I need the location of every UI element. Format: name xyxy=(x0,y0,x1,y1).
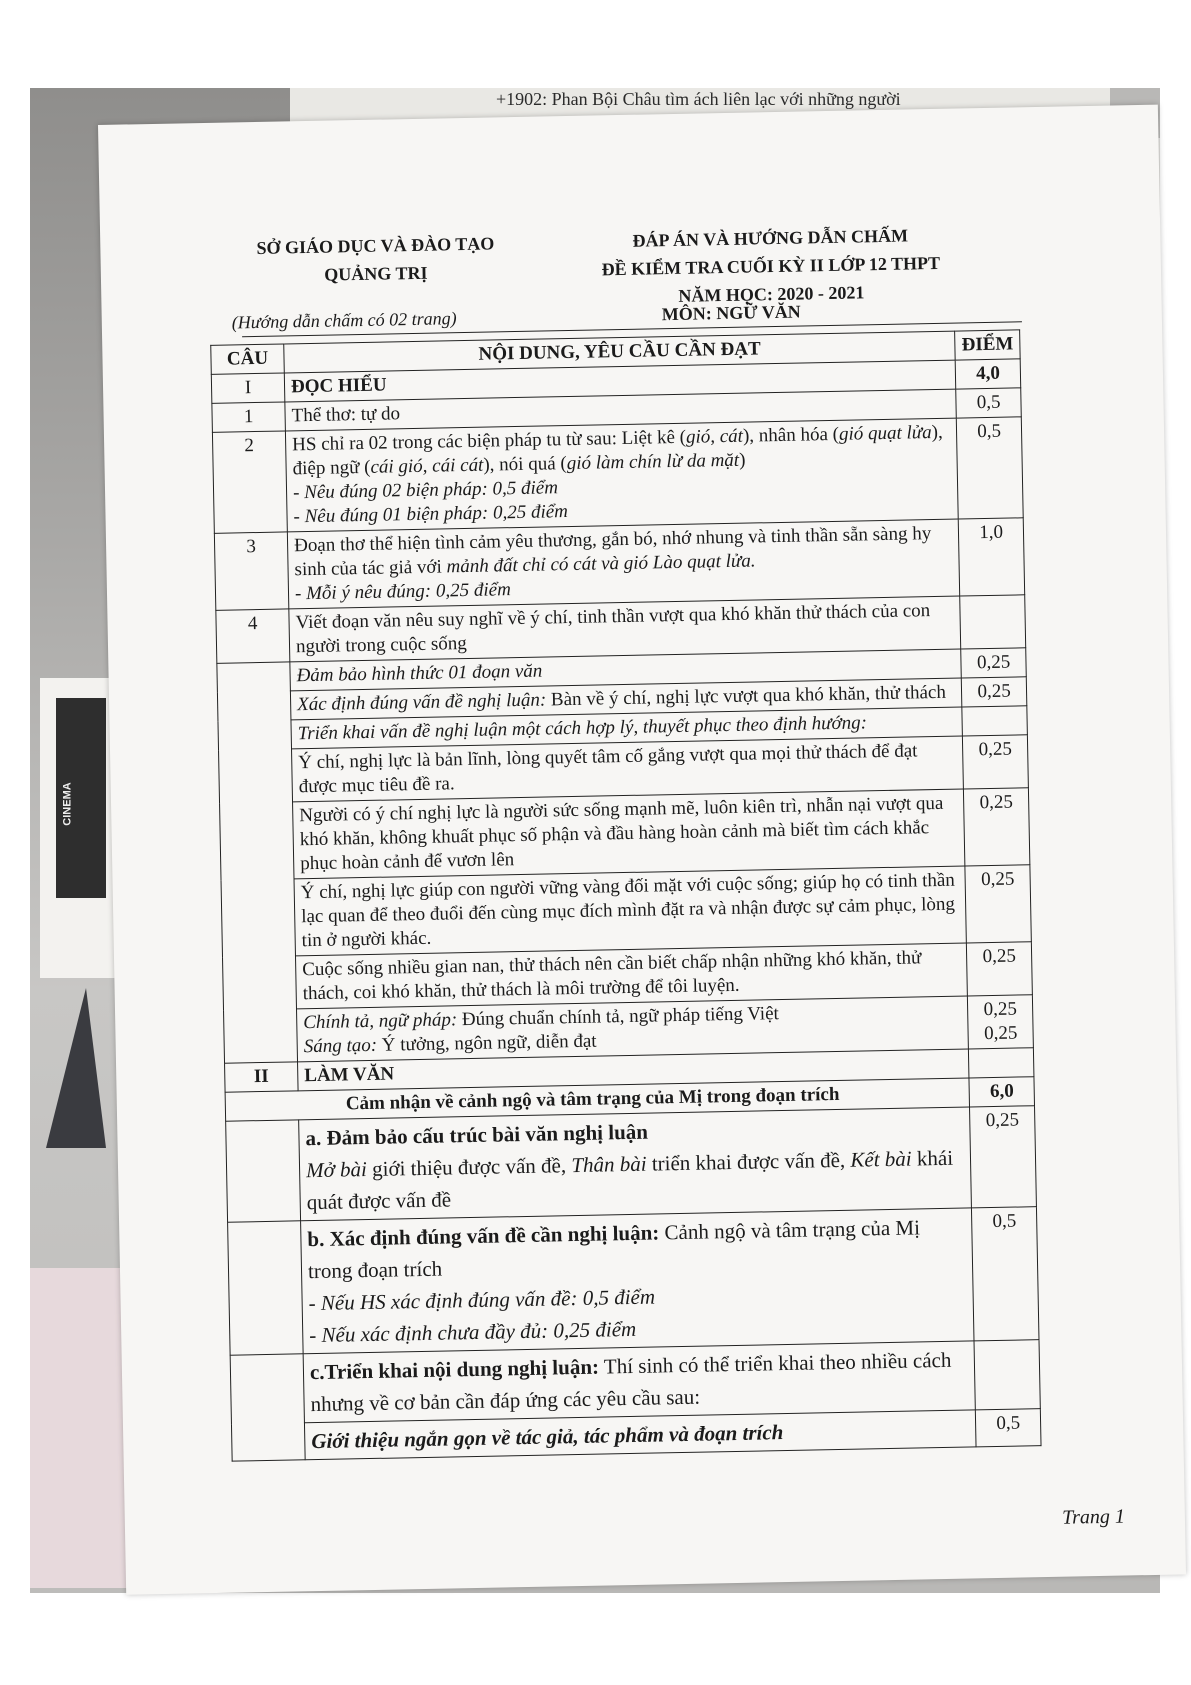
text-run: Thân bài xyxy=(571,1151,647,1178)
top-line: +1902: Phan Bội Châu tìm ách liên lạc với những người xyxy=(496,89,901,109)
criterion-text: Giới thiệu ngắn gọn về tác giả, tác phẩm và đoạn trích xyxy=(304,1410,976,1460)
question-label: 3 xyxy=(214,532,288,610)
score-cell: 0,5 xyxy=(972,1207,1039,1341)
answer-text: Thể thơ: tự do xyxy=(285,389,957,431)
text-run: Cảnh ngộ và tâm trạng của Mị trong đoạn trích xyxy=(307,1215,921,1284)
scoring-note: - Nếu xác định chưa đầy đủ: 0,25 điểm xyxy=(309,1316,637,1348)
score-cell xyxy=(968,995,1034,1049)
text-run: Ý tưởng, ngôn ngữ, diễn đạt xyxy=(381,1030,597,1056)
question-label: 4 xyxy=(216,609,290,663)
empty-cell xyxy=(230,1354,305,1461)
criterion-title: b. Xác định đúng vấn đề cần nghị luận: xyxy=(307,1220,660,1252)
exam-title: ĐỀ KIỂM TRA CUỐI KỲ II LỚP 12 THPT xyxy=(601,252,941,280)
score-cell: 1,0 xyxy=(958,518,1024,596)
text-run: ), điệp ngữ ( xyxy=(292,421,943,480)
text-run: mảnh đất chỉ có cát và gió Lào quạt lửa. xyxy=(446,550,756,578)
score-cell xyxy=(960,595,1026,649)
part-title: ĐỌC HIỂU xyxy=(284,360,956,402)
score-cell: 0,5 xyxy=(956,388,1021,418)
score-cell: 0,25 xyxy=(963,735,1029,789)
criterion-text: Triển khai vấn đề nghị luận một cách hợp lý, thuyết phục theo định hướng: xyxy=(291,707,963,749)
criterion-title: c.Triển khai nội dung nghị luận: xyxy=(309,1354,600,1385)
score-cell: 0,25 xyxy=(961,648,1026,678)
subject-label: MÔN: NGỮ VĂN xyxy=(661,301,801,325)
essay-topic: Cảm nhận về cảnh ngộ và tâm trạng của Mị trong đoạn trích xyxy=(225,1078,970,1121)
text-run: gió làm chín lừ da mặt xyxy=(566,449,740,475)
text-run: Chính tả, ngữ pháp: xyxy=(303,1009,458,1034)
text-run: cái gió, cái cát xyxy=(370,454,484,478)
score-value: 0,25 xyxy=(983,1022,1018,1045)
document-title-block xyxy=(560,220,982,312)
document-title: ĐÁP ÁN VÀ HƯỚNG DẪN CHẤM xyxy=(632,225,909,251)
question-label: 2 xyxy=(212,431,287,533)
scoring-note: - Nêu đúng 01 biện pháp: 0,25 điểm xyxy=(293,501,569,528)
text-run: Bàn về ý chí, nghị lực vượt qua khó khăn, thử thách xyxy=(550,681,947,711)
text-run: HS chỉ ra 02 trong các biện pháp tu từ sau: Liệt kê ( xyxy=(291,426,687,456)
score-cell xyxy=(969,1048,1034,1078)
answer-text xyxy=(287,519,960,609)
text-run: Đúng chuẩn chính tả, ngữ pháp tiếng Việt xyxy=(461,1003,780,1031)
text-run: ), nói quá ( xyxy=(483,453,567,476)
part-score: 4,0 xyxy=(955,359,1020,389)
empty-cell xyxy=(226,1120,301,1222)
score-cell: 0,25 xyxy=(964,788,1030,866)
text-run: triển khai được vấn đề, xyxy=(651,1147,846,1176)
text-run: Mở bài xyxy=(305,1157,368,1183)
empty-cell xyxy=(217,662,298,1063)
text-run: Đoạn thơ thể hiện tình cảm yêu thương, gắn bó, nhớ nhung và tinh thần sẵn sàng hy sinh của tác giả với xyxy=(293,523,932,581)
empty-cell xyxy=(228,1221,304,1355)
background-dark-shape xyxy=(46,988,106,1148)
score-cell: 0,25 xyxy=(967,942,1033,996)
text-run: gió quạt lửa xyxy=(838,422,932,445)
score-cell: 0,5 xyxy=(957,417,1024,519)
score-value: 0,25 xyxy=(983,998,1018,1021)
province-name: QUẢNG TRỊ xyxy=(324,262,428,285)
text-run: ), nhân hóa ( xyxy=(742,423,840,447)
col-header-cau: CÂU xyxy=(211,344,285,374)
score-cell: 0,5 xyxy=(976,1409,1041,1447)
score-cell xyxy=(962,706,1027,736)
answer-text: Viết đoạn văn nêu suy nghĩ về ý chí, tinh thần vượt qua khó khăn thử thách của con người trong cuộc sống xyxy=(289,596,961,662)
answer-text xyxy=(285,418,958,532)
criterion-text: Ý chí, nghị lực giúp con người vững vàng đối mặt với cuộc sống; giúp họ có tinh thần lạc quan để theo đuổi đến cùng mục đích mình đặt ra và nhận được sự cảm phục, lòng tin ở người khác. xyxy=(294,866,967,956)
criterion-text: Người có ý chí nghị lực là người sức sống mạnh mẽ, luôn kiên trì, nhẫn nại vượt qua khó khăn, không khuất phục số phận và đầu hàng hoàn cảnh mà biết tìm cách khắc phục hoàn cảnh để vươn lên xyxy=(293,789,966,879)
department-header xyxy=(240,229,511,290)
criterion-text: Ý chí, nghị lực là bản lĩnh, lòng quyết tâm cố gắng vượt qua mọi thử thách để đạt được mục tiêu đề ra. xyxy=(292,736,964,802)
scoring-note: - Nếu HS xác định đúng vấn đề: 0,5 điểm xyxy=(308,1284,656,1316)
col-header-score: ĐIỂM xyxy=(955,330,1020,360)
question-label: 1 xyxy=(212,402,286,432)
page-count-note: (Hướng dẫn chấm có 02 trang) xyxy=(231,308,457,333)
page-number: Trang 1 xyxy=(1061,1505,1126,1529)
department-name: SỞ GIÁO DỤC VÀ ĐÀO TẠO xyxy=(256,233,495,258)
criterion-text xyxy=(301,1208,975,1354)
part-title: LÀM VĂN xyxy=(298,1049,970,1091)
score-cell: 0,25 xyxy=(965,865,1031,943)
text-run: gió, cát xyxy=(685,425,744,448)
grading-table xyxy=(210,329,1041,1461)
score-cell xyxy=(974,1340,1040,1410)
table-row xyxy=(226,1106,1037,1223)
score-cell: 0,25 xyxy=(962,677,1027,707)
table-row xyxy=(212,417,1023,534)
part-score: 6,0 xyxy=(969,1077,1034,1107)
background-cinema-text: CINEMA xyxy=(61,782,74,826)
criterion-text xyxy=(303,1341,975,1423)
table-row xyxy=(228,1207,1039,1356)
background-cinema-card xyxy=(40,678,120,978)
criterion-text xyxy=(299,1107,972,1221)
text-run: Thí sinh có thể triển khai theo nhiều cách nhưng về cơ bản cần đáp ứng các yêu cầu sau: xyxy=(310,1347,952,1417)
text-run: giới thiệu được vấn đề, xyxy=(371,1153,567,1181)
col-header-content: NỘI DUNG, YÊU CẦU CẦN ĐẠT xyxy=(284,331,956,373)
text-run: ) xyxy=(738,449,746,471)
scoring-note: - Mỗi ý nêu đúng: 0,25 điểm xyxy=(294,579,512,605)
answer-sheet xyxy=(98,105,1186,1595)
text-run: Kết bài xyxy=(850,1146,912,1172)
text-run: Xác định đúng vấn đề nghị luận: xyxy=(296,689,547,716)
school-year: NĂM HỌC: 2020 - 2021 xyxy=(678,282,865,306)
criterion-title: a. Đảm bảo cấu trúc bài văn nghị luận xyxy=(305,1119,649,1151)
part-label: I xyxy=(211,373,285,403)
text-run: Sáng tạo: xyxy=(303,1034,378,1058)
score-cell: 0,25 xyxy=(970,1106,1037,1208)
criterion-text: Cuộc sống nhiều gian nan, thử thách nên cần biết chấp nhận những khó khăn, thử thách, coi khó khăn, thử thách là môi trường để tôi luyện. xyxy=(295,943,967,1009)
criterion-text: Đảm bảo hình thức 01 đoạn văn xyxy=(290,649,962,691)
part-label: II xyxy=(225,1062,299,1092)
scoring-note: - Nêu đúng 02 biện pháp: 0,5 điểm xyxy=(292,477,559,504)
text-run: khái quát được vấn đề xyxy=(306,1145,954,1215)
